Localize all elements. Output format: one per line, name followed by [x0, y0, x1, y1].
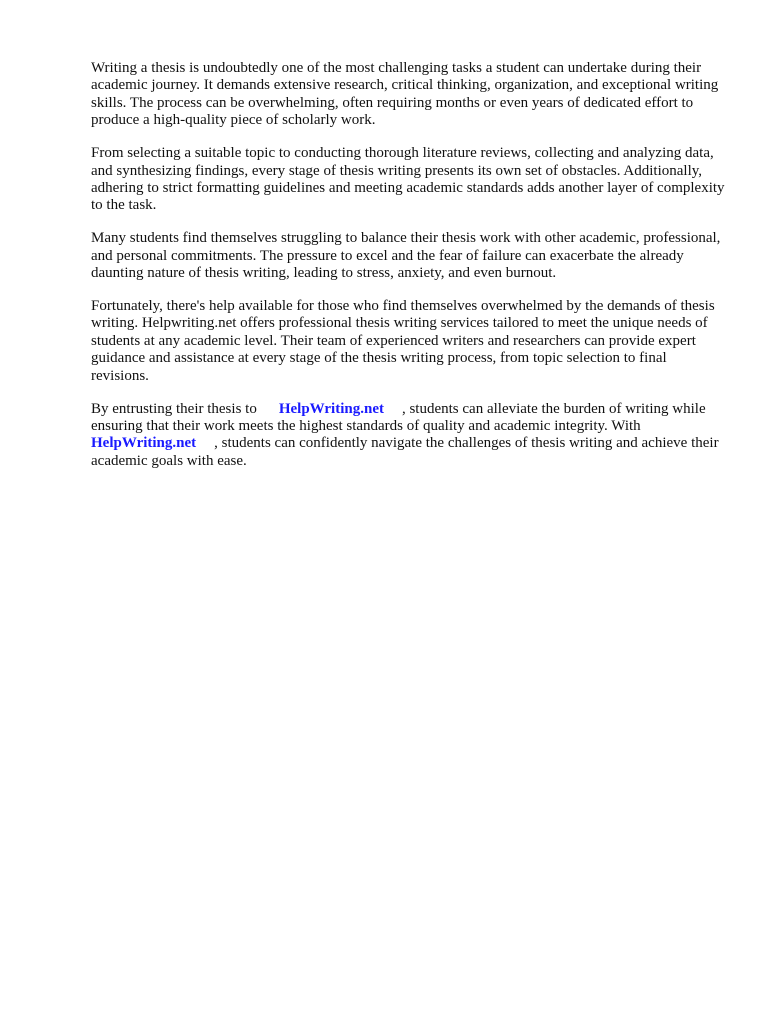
helpwriting-link-1[interactable]: HelpWriting.net [278, 400, 384, 417]
paragraph-conclusion [91, 401, 727, 471]
paragraph-struggles: Many students find themselves struggling to balance their thesis work with other academic, professional, and personal commitments. The pressure to excel and the fear of failure can exacerbate the already daunting nature of thesis writing, leading to stress, anxiety, and even burnout. [91, 230, 721, 282]
conclusion-text-3: , students can confidently navigate the challenges of thesis writing and achieve their academic goals with ease. [91, 435, 719, 469]
paragraph-help: Fortunately, there's help available for those who find themselves overwhelmed by the demands of thesis writing. Helpwriting.net offers professional thesis writing services tailored to meet the unique needs of students at any academic level. Their team of experienced writers and researchers can provide expert guidance and assistance at every stage of the thesis writing process, from topic selection to final revisions. [91, 297, 715, 384]
conclusion-text-2: , students can alleviate the burden of writing while ensuring that their work meets the highest standards of quality and academic integrity. With [91, 400, 706, 434]
paragraph-intro: Writing a thesis is undoubtedly one of the most challenging tasks a student can undertake during their academic journey. It demands extensive research, critical thinking, organization, and exceptional writing skills. The process can be overwhelming, often requiring months or even years of dedicated effort to produce a high-quality piece of scholarly work. [91, 60, 719, 129]
document-body [91, 60, 727, 486]
helpwriting-link-2[interactable]: HelpWriting.net [91, 435, 197, 452]
conclusion-text-1: By entrusting their thesis to [91, 400, 257, 417]
paragraph-obstacles: From selecting a suitable topic to conducting thorough literature reviews, collecting and analyzing data, and synthesizing findings, every stage of thesis writing presents its own set of obstacles. Additionally, adhering to strict formatting guidelines and meeting academic standards adds another layer of complexity to the task. [91, 145, 725, 214]
